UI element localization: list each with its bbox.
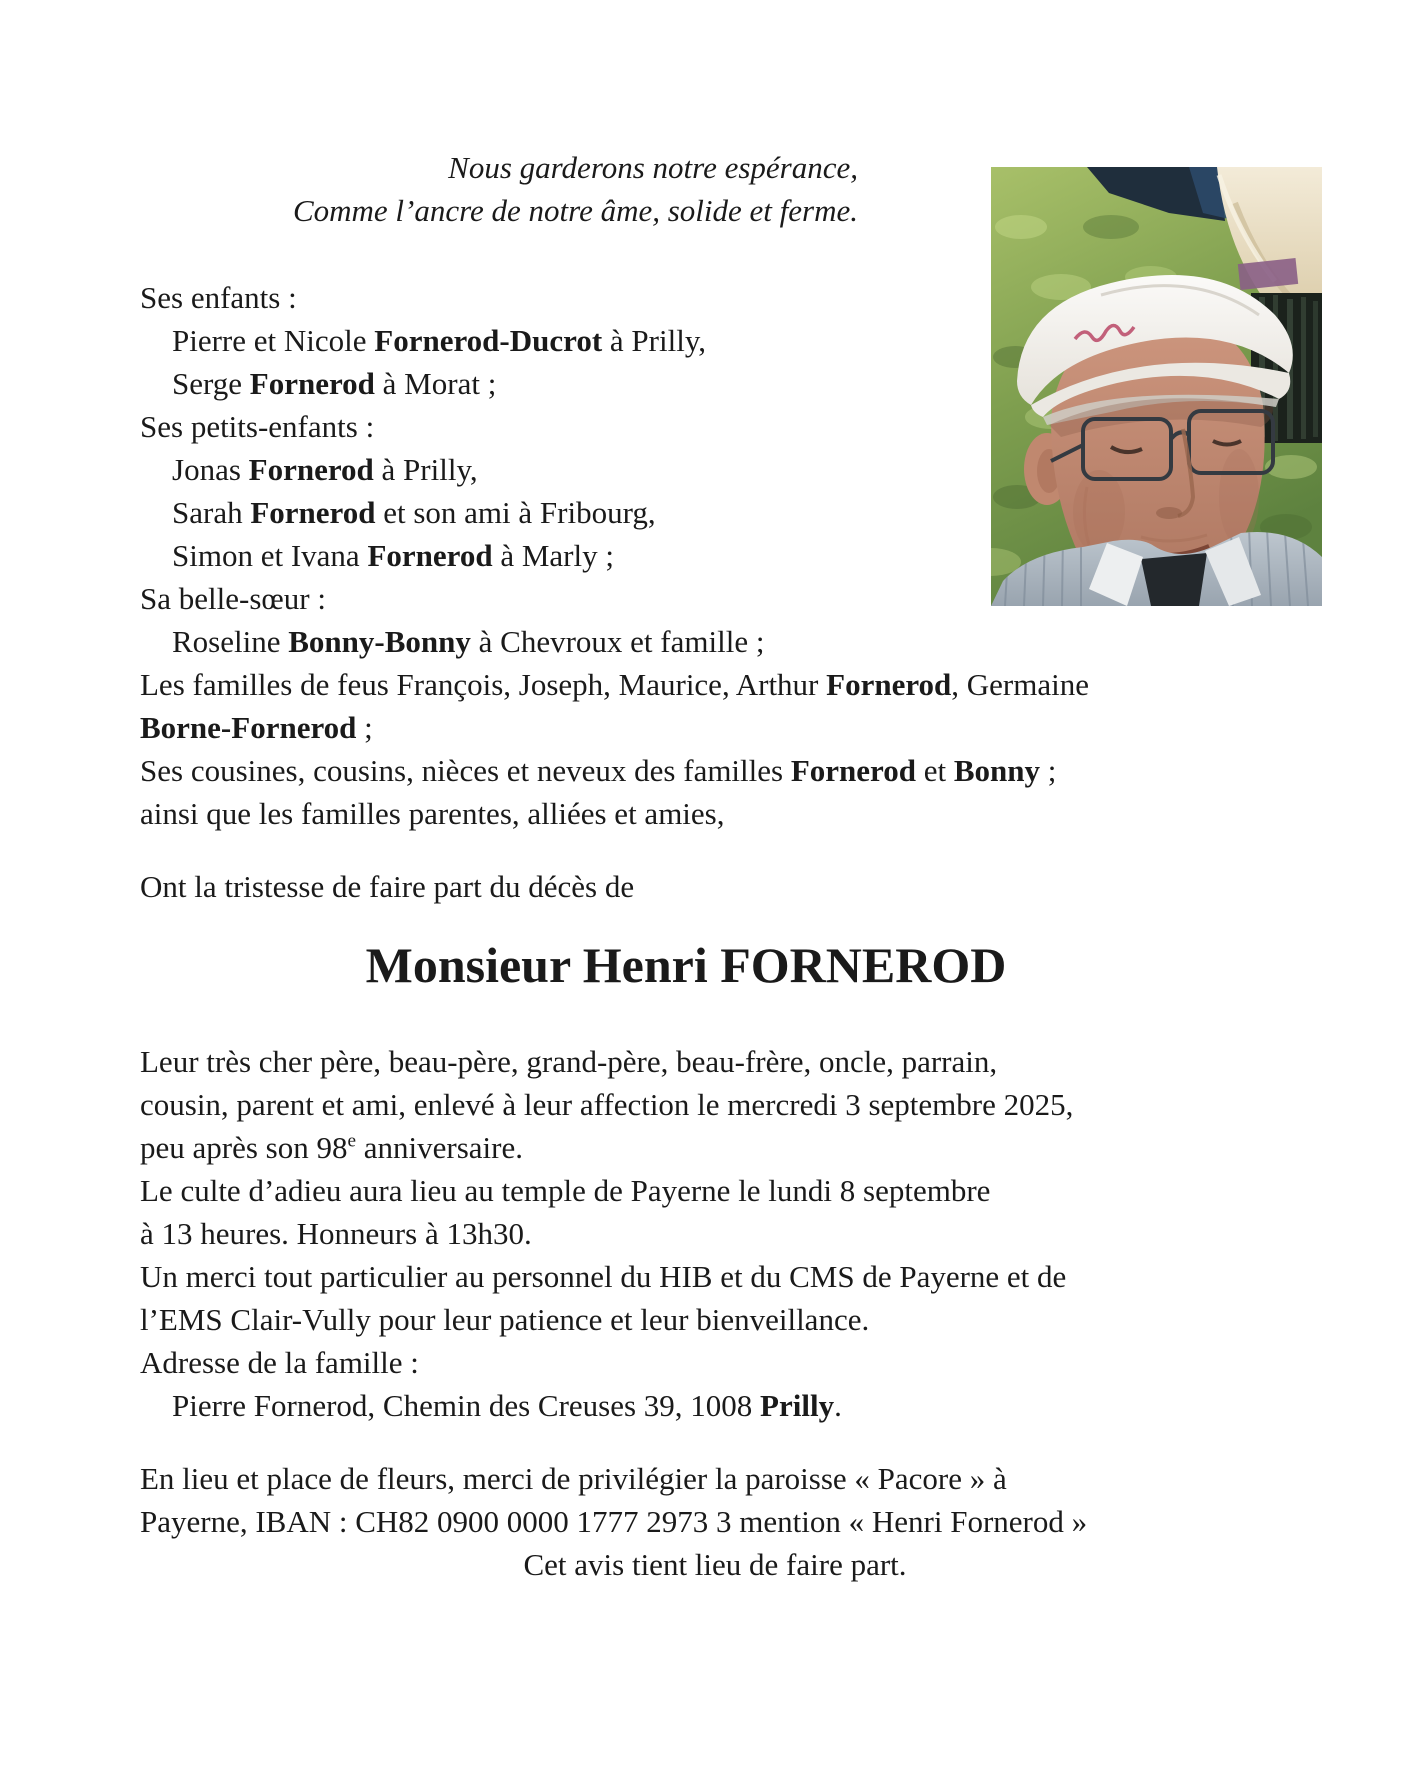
text-segment: à Morat ; bbox=[374, 366, 497, 401]
text-segment: Jonas bbox=[172, 452, 249, 487]
text-segment: Les familles de feus François, Joseph, Maurice, Arthur bbox=[140, 667, 827, 702]
text-segment: Fornerod bbox=[367, 538, 493, 573]
text-segment: Bonny-Bonny bbox=[288, 624, 471, 659]
text-segment: , Germaine bbox=[951, 667, 1089, 702]
text-segment: e bbox=[347, 1130, 357, 1152]
text-segment: Leur très cher père, beau-père, grand-père, beau-frère, oncle, parrain, bbox=[140, 1044, 998, 1079]
text-segment: et bbox=[916, 753, 954, 788]
text-segment: Ses cousines, cousins, nièces et neveux des familles bbox=[140, 753, 791, 788]
details-line-thanks bbox=[140, 1255, 1290, 1298]
text-segment: Un merci tout particulier au personnel du HIB et du CMS de Payerne et de bbox=[140, 1259, 1067, 1294]
text-segment: Ses enfants : bbox=[140, 280, 297, 315]
text-segment: ; bbox=[1040, 753, 1057, 788]
epigraph-line-2: Comme l’ancre de notre âme, solide et ferme. bbox=[292, 193, 858, 228]
family-line bbox=[140, 620, 1290, 663]
portrait-photo bbox=[991, 167, 1322, 606]
text-segment: Sarah bbox=[172, 495, 251, 530]
text-segment: Pierre Fornerod, Chemin des Creuses 39, 1008 bbox=[172, 1388, 761, 1423]
closing-line-donations bbox=[140, 1457, 1290, 1500]
text-segment: Payerne, IBAN : CH82 0900 0000 1777 2973 3 mention « Henri Fornerod » bbox=[140, 1504, 1088, 1539]
text-segment: ainsi que les familles parentes, alliées et amies, bbox=[140, 796, 725, 831]
text-segment: Simon et Ivana bbox=[172, 538, 368, 573]
details-line-address-heading bbox=[140, 1341, 1290, 1384]
text-segment: à Prilly, bbox=[373, 452, 478, 487]
details-line bbox=[140, 1126, 1290, 1169]
closing-block bbox=[140, 1457, 1290, 1586]
epigraph-line-1: Nous garderons notre espérance, bbox=[448, 150, 858, 185]
text-segment: Prilly bbox=[760, 1388, 835, 1423]
details-line bbox=[140, 1083, 1290, 1126]
text-segment: ; bbox=[356, 710, 373, 745]
family-line bbox=[140, 663, 1290, 706]
text-segment: Ses petits-enfants : bbox=[140, 409, 375, 444]
details-line-service bbox=[140, 1169, 1290, 1212]
text-segment: l’EMS Clair-Vully pour leur patience et leur bienveillance. bbox=[140, 1302, 870, 1337]
details-line-address bbox=[140, 1384, 1290, 1427]
text-segment: Serge bbox=[172, 366, 250, 401]
details-line bbox=[140, 1040, 1290, 1083]
text-segment: Fornerod bbox=[250, 495, 376, 530]
details-line-thanks bbox=[140, 1298, 1290, 1341]
family-line bbox=[140, 749, 1290, 792]
text-segment: Borne-Fornerod bbox=[140, 710, 357, 745]
closing-line-iban bbox=[140, 1500, 1290, 1543]
text-segment: Fornerod-Ducrot bbox=[374, 323, 603, 358]
text-segment: Fornerod bbox=[826, 667, 952, 702]
text-segment: à Prilly, bbox=[602, 323, 707, 358]
epigraph bbox=[140, 146, 858, 232]
text-segment: Pierre et Nicole bbox=[172, 323, 375, 358]
text-segment: et son ami à Fribourg, bbox=[375, 495, 656, 530]
announcement-intro: Ont la tristesse de faire part du décès de bbox=[140, 869, 635, 904]
text-segment: Bonny bbox=[953, 753, 1041, 788]
text-segment: peu après son 98 bbox=[140, 1130, 348, 1165]
text-segment: En lieu et place de fleurs, merci de privilégier la paroisse « Pacore » à bbox=[140, 1461, 1007, 1496]
text-segment: Sa belle-sœur : bbox=[140, 581, 326, 616]
closing-line-final bbox=[140, 1543, 1290, 1586]
text-segment: à 13 heures. Honneurs à 13h30. bbox=[140, 1216, 532, 1251]
text-segment: à Marly ; bbox=[492, 538, 614, 573]
text-segment: Roseline bbox=[172, 624, 289, 659]
text-segment: anniversaire. bbox=[356, 1130, 523, 1165]
deceased-name-title: Monsieur Henri FORNEROD bbox=[365, 937, 1007, 993]
text-segment: Fornerod bbox=[249, 366, 375, 401]
shirt-opening bbox=[1141, 553, 1207, 606]
text-segment: Fornerod bbox=[248, 452, 374, 487]
family-line bbox=[140, 792, 1290, 835]
text-segment: Adresse de la famille : bbox=[140, 1345, 419, 1380]
announcement-details bbox=[140, 1040, 1290, 1427]
text-segment: . bbox=[834, 1388, 842, 1423]
details-line-service-time bbox=[140, 1212, 1290, 1255]
family-line bbox=[140, 706, 1290, 749]
text-segment: cousin, parent et ami, enlevé à leur affection le mercredi 3 septembre 2025, bbox=[140, 1087, 1074, 1122]
text-segment: Le culte d’adieu aura lieu au temple de Payerne le lundi 8 septembre bbox=[140, 1173, 991, 1208]
text-segment: à Chevroux et famille ; bbox=[470, 624, 765, 659]
text-segment: Fornerod bbox=[790, 753, 916, 788]
text-segment: Cet avis tient lieu de faire part. bbox=[523, 1547, 907, 1582]
